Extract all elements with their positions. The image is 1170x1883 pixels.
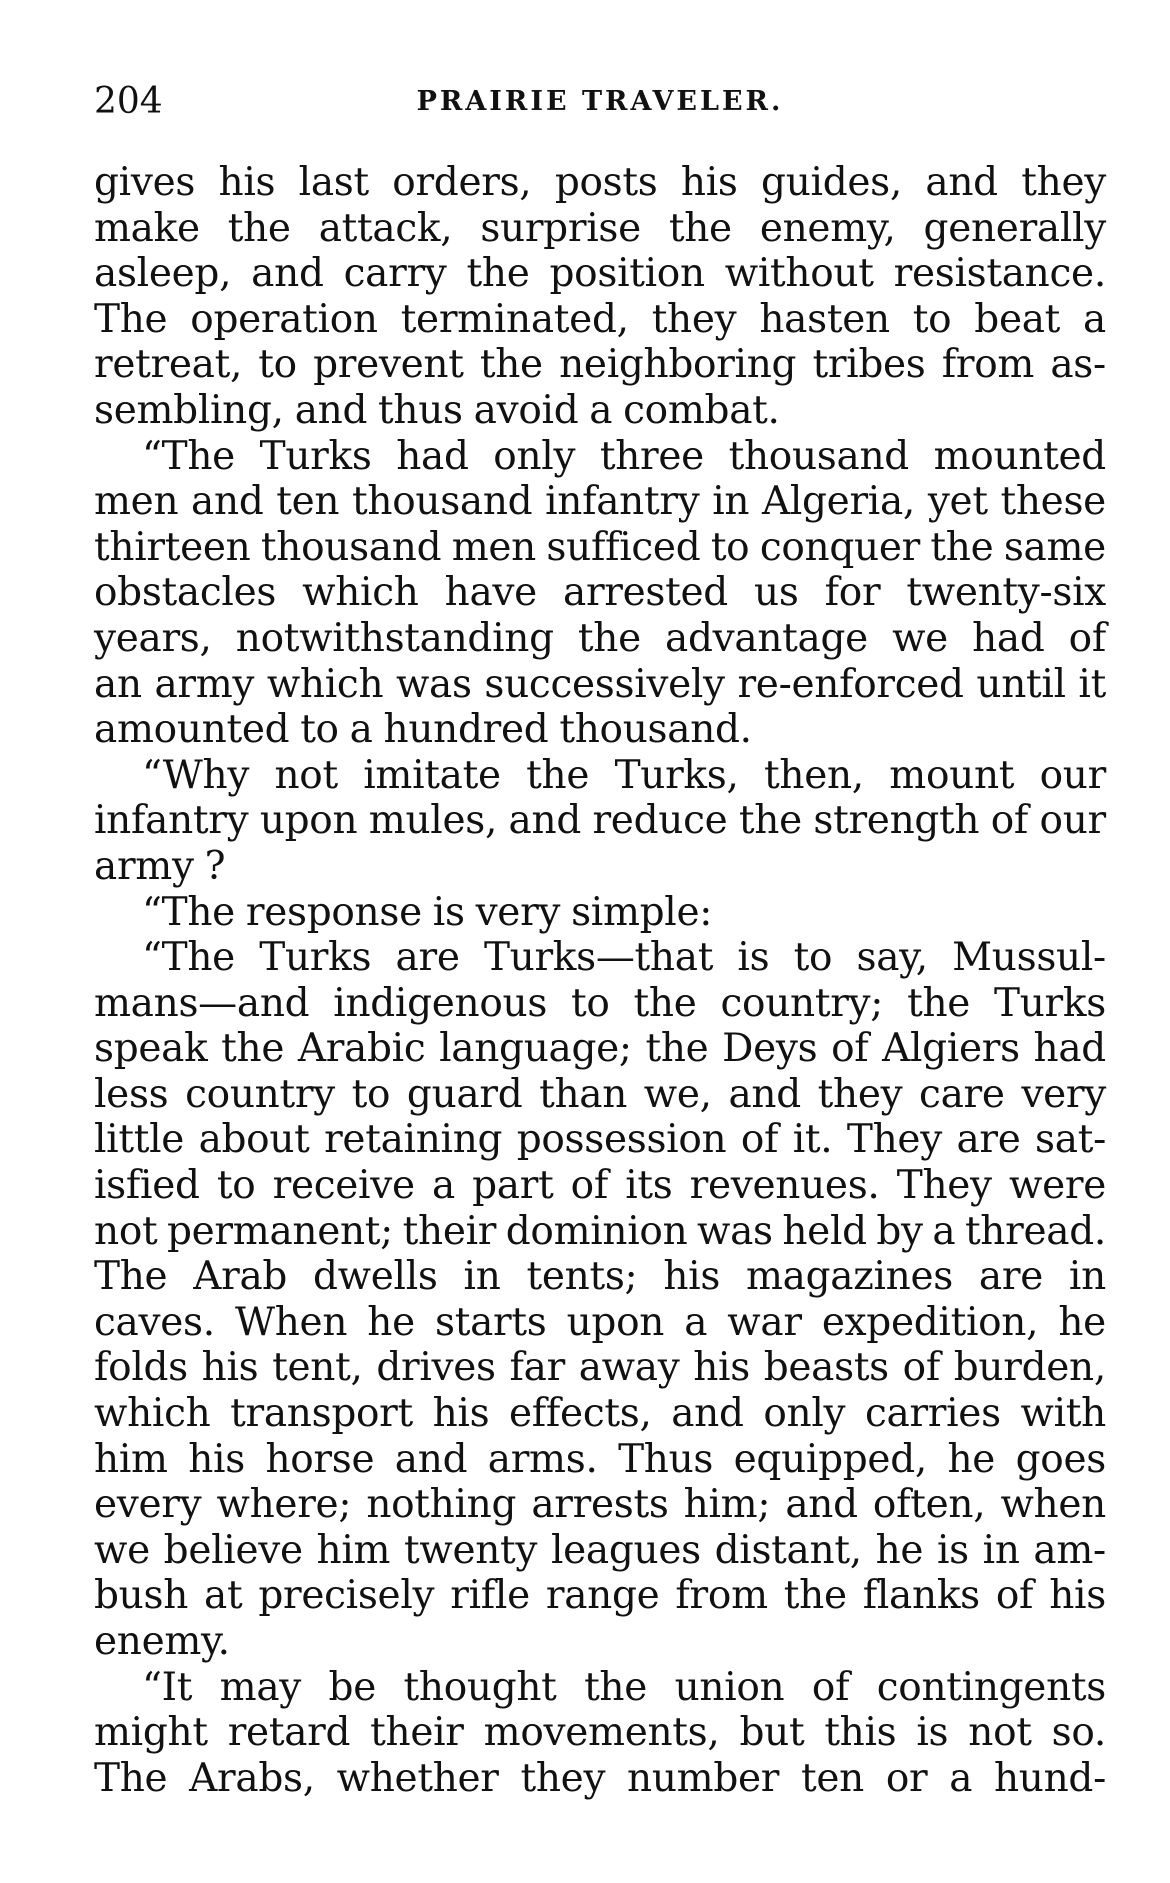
- text-line: army ?: [94, 843, 226, 889]
- text-line: little about retaining possession of it. They are sat-: [94, 1117, 1106, 1163]
- text-line: caves. When he starts upon a war expedition, he: [94, 1299, 1106, 1345]
- paragraph: [94, 434, 1106, 753]
- text-line: infantry upon mules, and reduce the strength of our: [94, 798, 1106, 844]
- text-line: years, notwithstanding the advantage we had of: [94, 615, 1106, 661]
- running-title: PRAIRIE TRAVELER.: [416, 86, 784, 117]
- paragraph: [94, 890, 1106, 936]
- text-line: which transport his effects, and only carries with: [94, 1391, 1106, 1437]
- text-line: folds his tent, drives far away his beasts of burden,: [94, 1345, 1106, 1391]
- text-line: The Arabs, whether they number ten or a hund-: [94, 1755, 1106, 1801]
- body-text: [94, 160, 1106, 1801]
- text-line: bush at precisely rifle range from the flanks of his: [94, 1573, 1106, 1619]
- text-line: isfied to receive a part of its revenues. They were: [94, 1163, 1106, 1209]
- page-number: 204: [94, 81, 163, 122]
- text-line: not permanent; their dominion was held by a thread.: [94, 1208, 1106, 1254]
- text-line: “The Turks are Turks—that is to say, Mussul-: [142, 935, 1106, 981]
- page-header: [94, 78, 1106, 128]
- text-line: amounted to a hundred thousand.: [94, 707, 752, 753]
- text-line: asleep, and carry the position without resistance.: [94, 251, 1106, 297]
- text-line: “The response is very simple:: [142, 889, 713, 935]
- text-line: enemy.: [94, 1619, 230, 1664]
- paragraph: [94, 935, 1106, 1665]
- text-line: “The Turks had only three thousand mounted: [142, 433, 1106, 479]
- text-line: obstacles which have arrested us for twenty-six: [94, 570, 1106, 616]
- text-line: The operation terminated, they hasten to beat a: [94, 296, 1106, 342]
- text-line: every where; nothing arrests him; and often, when: [94, 1482, 1106, 1528]
- text-line: sembling, and thus avoid a combat.: [94, 387, 780, 433]
- text-line: we believe him twenty leagues distant, he is in am-: [94, 1527, 1106, 1573]
- paragraph: [94, 160, 1106, 434]
- text-line: less country to guard than we, and they care very: [94, 1071, 1106, 1117]
- text-line: retreat, to prevent the neighboring tribes from as-: [94, 342, 1106, 388]
- paragraph: [94, 1665, 1106, 1802]
- text-line: make the attack, surprise the enemy, generally: [94, 205, 1106, 251]
- text-line: thirteen thousand men sufficed to conquer the same: [94, 524, 1106, 570]
- text-line: gives his last orders, posts his guides, and they: [94, 160, 1106, 205]
- text-line: men and ten thousand infantry in Algeria, yet these: [94, 479, 1106, 525]
- text-line: The Arab dwells in tents; his magazines are in: [94, 1254, 1106, 1300]
- text-line: “It may be thought the union of contingents: [142, 1664, 1106, 1710]
- text-line: mans—and indigenous to the country; the Turks: [94, 980, 1106, 1026]
- text-line: an army which was successively re-enforced until it: [94, 661, 1106, 707]
- text-line: might retard their movements, but this is not so.: [94, 1710, 1106, 1756]
- paragraph: [94, 753, 1106, 890]
- text-line: him his horse and arms. Thus equipped, he goes: [94, 1436, 1106, 1482]
- text-line: speak the Arabic language; the Deys of Algiers had: [94, 1026, 1106, 1072]
- text-line: “Why not imitate the Turks, then, mount our: [142, 752, 1106, 798]
